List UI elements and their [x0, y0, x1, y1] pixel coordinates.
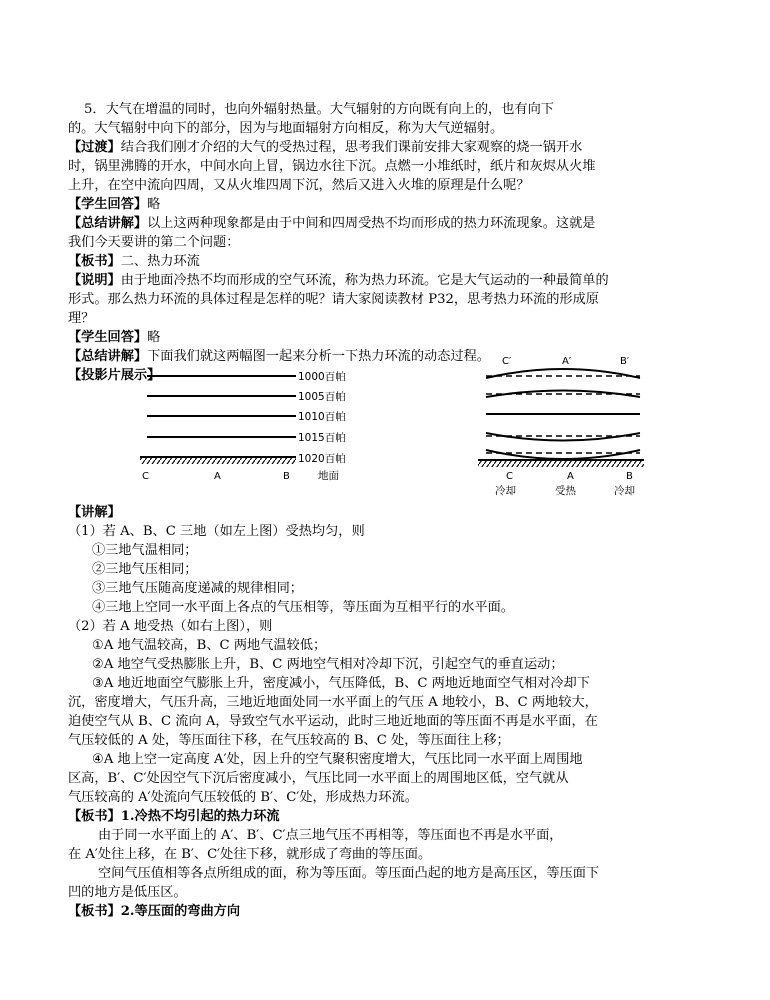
point-label-b: B — [283, 471, 290, 482]
isobar-label: 1010百帕 — [298, 411, 346, 423]
text-line: （1）若 A、B、C 三地（如左上图）受热均匀，则 — [68, 524, 365, 539]
text-line — [68, 138, 702, 157]
text-span: 下面我们就这两幅图一起来分析一下热力环流的动态过程。 — [147, 349, 490, 364]
text-line: ④三地上空同一水平面上各点的气压相等，等压面为互相平行的水平面。 — [92, 600, 514, 615]
section-label: 【学生回答】 — [68, 197, 148, 212]
text-span: 2.等压面的弯曲方向 — [120, 904, 241, 919]
text-line: 区高，B′、C′处因空气下沉后密度减小，气压比同一水平面上的周围地区低，空气就从 — [68, 771, 569, 786]
point-label-a: A — [214, 471, 221, 482]
text-span: 由于地面冷热不均而形成的空气环流，称为热力环流。它是大气运动的一种最简单的 — [120, 273, 609, 288]
isobar-figure-heated — [474, 352, 664, 500]
point-label-c: C — [142, 471, 149, 482]
text-line — [68, 902, 702, 921]
isobar-label: 1020百帕 — [298, 453, 346, 465]
text-line — [68, 195, 702, 214]
ground-hatch — [478, 461, 644, 467]
cooling-label-left: 冷却 — [495, 485, 516, 497]
text-line — [68, 503, 702, 522]
section-label: 【板书】 — [68, 904, 121, 919]
section-label: 【总结讲解】 — [68, 349, 148, 364]
text-line: 的。大气辐射中向下的部分，因为与地面辐射方向相反，称为大气逆辐射。 — [68, 121, 504, 136]
text-line: ②三地气压相同； — [92, 562, 198, 577]
text-span: 略 — [147, 197, 161, 212]
text-line: 上升，在空中流向四周，又从火堆四周下沉，然后又进入火堆的原理是什么呢？ — [68, 178, 530, 193]
text-line — [68, 214, 702, 233]
section-label: 【过渡】 — [68, 140, 121, 155]
text-line: 时，锅里沸腾的开水，中间水向上冒，锅边水往下沉。点燃一小堆纸时，纸片和灰烬从火堆 — [68, 159, 596, 174]
point-label-a: A — [567, 471, 574, 482]
isobar-label: 1005百帕 — [298, 391, 346, 403]
text-span: 以上这两种现象都是由于中间和四周受热不均而形成的热力环流现象。这就是 — [147, 216, 596, 231]
cooling-label-right: 冷却 — [614, 485, 635, 497]
isobar-label: 1015百帕 — [298, 432, 346, 444]
text-line: 迫使空气从 B、C 流向 A，导致空气水平运动，此时三地近地面的等压面不再是水平面，在 — [68, 714, 598, 729]
section-label: 【讲解】 — [68, 505, 121, 520]
text-line: 气压较低的 A 处，等压面往下移，在气压较高的 B、C 处，等压面往上移； — [68, 733, 510, 748]
text-line: ④A 地上空一定高度 A′处，因上升的空气聚积密度增大，气压比同一水平面上周围地 — [92, 752, 583, 767]
text-line: ③A 地近地面空气膨胀上升，密度减小，气压降低，B、C 两地近地面空气相对冷却下 — [92, 676, 590, 691]
text-span: 1.冷热不均引起的热力环流 — [120, 809, 280, 824]
text-line: 在 A′处往上移，在 B′、C′处往下移，就形成了弯曲的等压面。 — [68, 847, 432, 862]
text-line: 我们今天要讲的第二个问题： — [68, 235, 240, 250]
text-line — [68, 271, 702, 290]
text-span: 二、热力环流 — [120, 254, 200, 269]
text-line — [68, 807, 702, 826]
section-label: 【说明】 — [68, 273, 121, 288]
point-label-a-prime: A′ — [562, 356, 572, 367]
text-line: 由于同一水平面上的 A′、B′、C′点三地气压不再相等，等压面也不再是水平面， — [98, 828, 563, 843]
section-label: 【板书】 — [68, 809, 121, 824]
section-label: 【总结讲解】 — [68, 216, 148, 231]
isobar-curved — [486, 391, 640, 398]
text-line: 理？ — [68, 311, 95, 326]
isobar-curved — [486, 450, 640, 459]
point-label-c-prime: C′ — [502, 356, 512, 367]
text-line: ①A 地气温较高，B、C 两地气温较低； — [92, 638, 327, 653]
text-line: ②A 地空气受热膨胀上升，B、C 两地空气相对冷却下沉，引起空气的垂直运动； — [92, 657, 564, 672]
isobar-figure-uniform — [130, 362, 370, 488]
text-line: 5．大气在增温的同时，也向外辐射热量。大气辐射的方向既有向上的，也有向下 — [84, 102, 554, 117]
section-label: 【投影片展示】 — [68, 368, 161, 383]
text-span: 略 — [147, 330, 161, 345]
isobar-curved — [486, 433, 640, 441]
text-line: ①三地气温相同； — [92, 543, 198, 558]
point-label-c: C — [506, 471, 513, 482]
text-line — [68, 328, 702, 347]
text-line: 凹的地方是低压区。 — [68, 885, 187, 900]
isobar-label: 1000百帕 — [298, 371, 346, 383]
heating-label: 受热 — [555, 485, 576, 497]
text-line: （2）若 A 地受热（如右上图），则 — [68, 619, 273, 634]
text-line: 沉，密度增大，气压升高，三地近地面处同一水平面上的气压 A 地较小，B、C 两地较大， — [68, 695, 598, 710]
ground-label: 地面 — [318, 470, 339, 482]
point-label-b: B — [626, 471, 633, 482]
text-line: 形式。那么热力环流的具体过程是怎样的呢？请大家阅读教材 P32，思考热力环流的形成原 — [68, 292, 599, 307]
text-span: 结合我们刚才介绍的大气的受热过程，思考我们课前安排大家观察的烧一锅开水 — [120, 140, 583, 155]
text-line: 气压较高的 A′处流向气压较低的 B′、C′处，形成热力环流。 — [68, 790, 418, 805]
section-label: 【板书】 — [68, 254, 121, 269]
text-line: ③三地气压随高度递减的规律相同； — [92, 581, 303, 596]
section-label: 【学生回答】 — [68, 330, 148, 345]
ground-hatch — [140, 458, 296, 464]
text-line — [68, 252, 702, 271]
text-line: 空间气压值相等各点所组成的面，称为等压面。等压面凸起的地方是高压区，等压面下 — [98, 866, 600, 881]
point-label-b-prime: B′ — [620, 356, 630, 367]
